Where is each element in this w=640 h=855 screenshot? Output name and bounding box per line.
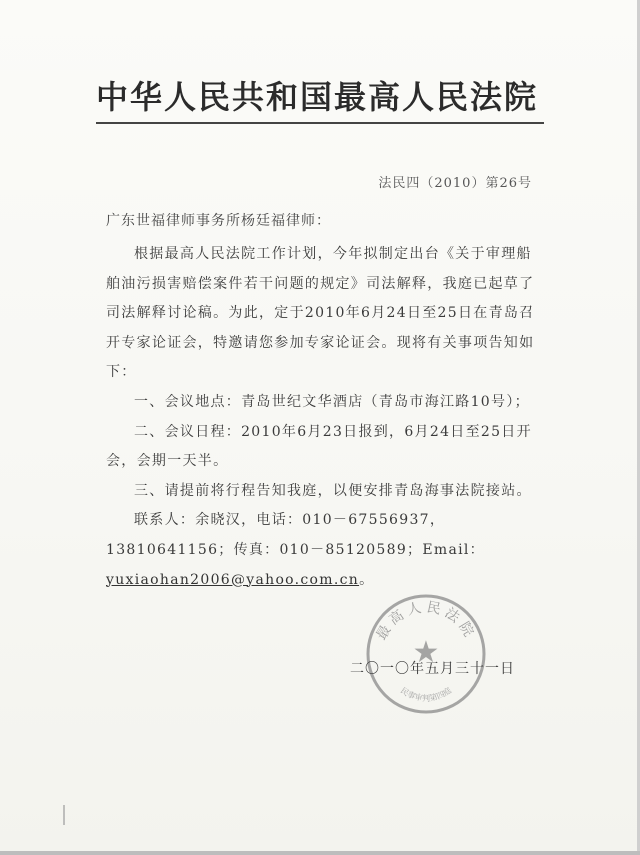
paragraph-contact <box>106 506 546 595</box>
seal-star-icon: ★ <box>412 635 440 670</box>
seal-arc-text: 最高人民法院 <box>373 599 479 643</box>
addressee: 广东世福律师事务所杨廷福律师： <box>106 213 331 229</box>
paragraph-itinerary: 三、请提前将行程告知我庭，以便安排青岛海事法院接站。 <box>134 482 532 499</box>
scan-edge-bottom <box>0 851 640 855</box>
seal-sub-text: 民事审判第四庭 <box>398 685 454 703</box>
paragraph-venue: 一、会议地点：青岛世纪文华酒店（青岛市海江路10号）； <box>134 393 530 410</box>
contact-end: 。 <box>359 571 375 588</box>
paragraph-schedule: 二、会议日程：2010年6月23日报到，6月24日至25日开会，会期一天半。 <box>106 423 532 470</box>
document-number: 法民四（2010）第26号 <box>378 176 532 191</box>
paragraph-intro: 根据最高人民法院工作计划，今年拟制定出台《关于审理船舶油污损害赔偿案件若干问题的规定》司法解释，我庭已起草了司法解释讨论稿。为此，定于2010年6月24日至25日在青岛召开专家论证会，特邀请您参加专家论证会。现将有关事项告知如下： <box>106 246 535 381</box>
letterhead-title: 中华人民共和国最高人民法院 <box>96 78 539 116</box>
document-date: 二〇一〇年五月三十一日 <box>350 661 515 677</box>
contact-details: 联系人：余晓汉，电话：010－67556937，13810641156；传真：010－85120589；Email： <box>106 512 485 558</box>
email-link[interactable]: yuxiaohan2006@yahoo.com.cn <box>106 571 360 588</box>
letter-body <box>106 240 546 595</box>
court-seal <box>362 590 490 718</box>
scan-artifact <box>63 805 65 825</box>
letterhead-rule <box>96 122 544 124</box>
